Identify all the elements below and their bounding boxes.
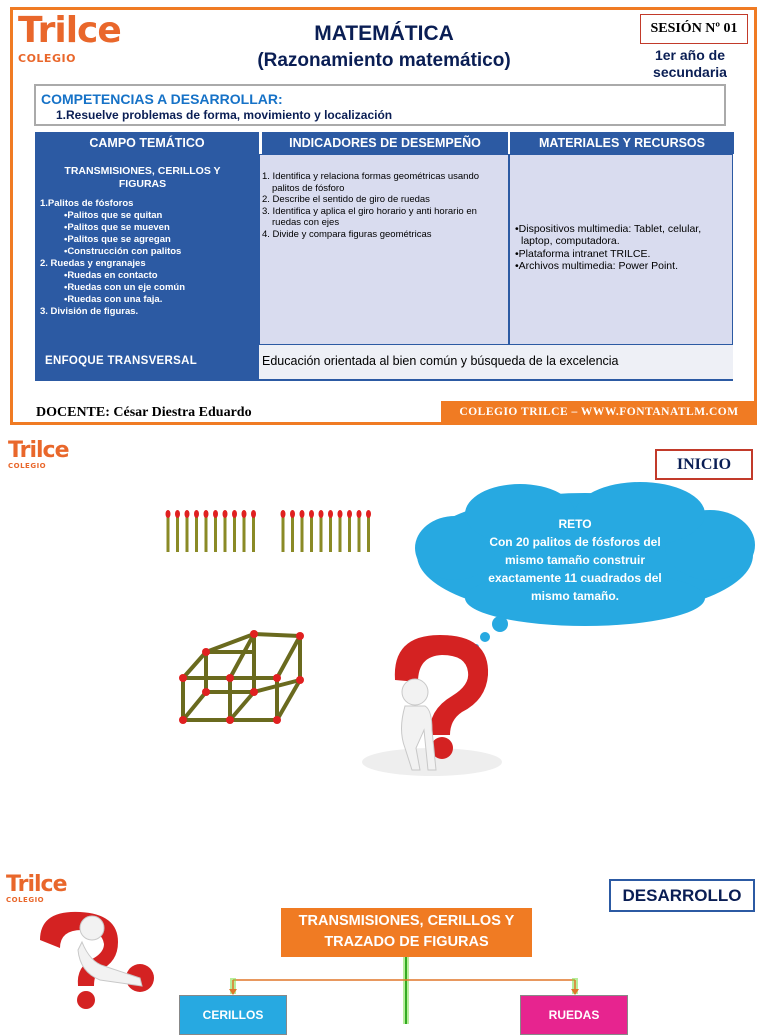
trilce-logo: Trilce COLEGIO — [8, 438, 69, 470]
matchstick-head — [338, 510, 343, 518]
matchstick-head — [290, 510, 295, 518]
matchstick-head — [281, 510, 286, 518]
trilce-logo: Trilce COLEGIO — [6, 872, 67, 904]
matchstick-head — [204, 510, 209, 518]
matchstick-head — [242, 510, 247, 518]
list-item: •Palitos que se agregan — [64, 234, 171, 245]
footer-bar: COLEGIO TRILCE – WWW.FONTANATLM.COM — [441, 401, 757, 424]
list-item: 2. Describe el sentido de giro de ruedas — [262, 194, 430, 206]
list-item: •Plataforma intranet TRILCE. — [515, 247, 651, 260]
table-bottom-rule — [35, 379, 733, 381]
matchstick-head — [223, 510, 228, 518]
matchstick-head — [309, 510, 314, 518]
matchstick-head — [251, 510, 256, 518]
indicadores-list — [262, 171, 506, 241]
matchstick-head — [185, 510, 190, 518]
list-item: 1. Identifica y relaciona formas geométricas usando — [262, 171, 480, 182]
matchstick-head — [328, 510, 333, 518]
matchstick-head — [347, 510, 352, 518]
list-item: •Construcción con palitos — [64, 246, 182, 257]
trilce-logo: Trilce COLEGIO — [18, 10, 121, 65]
list-item: 4. Divide y compara figuras geométricas — [262, 228, 432, 240]
list-item: palitos de fósforo — [272, 182, 345, 194]
matchstick-head — [232, 510, 237, 518]
matchstick-head — [357, 510, 362, 518]
campo-list — [40, 198, 255, 318]
list-item: 1.Palitos de fósforos — [40, 198, 134, 209]
matchstick-head — [300, 510, 305, 518]
docente-label: DOCENTE: César Diestra Eduardo — [36, 405, 252, 420]
list-item: •Palitos que se mueven — [64, 222, 170, 233]
competencias-title: COMPETENCIAS A DESARROLLAR: — [41, 91, 283, 107]
inicio-label: INICIO — [655, 449, 753, 480]
list-item: •Dispositivos multimedia: Tablet, celular, — [515, 223, 702, 235]
matchstick-head — [175, 510, 180, 518]
list-item: •Ruedas en contacto — [64, 270, 158, 281]
matchstick-head — [366, 510, 371, 518]
enfoque-text: Educación orientada al bien común y búsqueda de la excelencia — [259, 345, 733, 379]
materiales-list — [515, 223, 730, 272]
list-item: 2. Ruedas y engranajes — [40, 258, 146, 269]
matchstick-icon — [166, 510, 372, 552]
header-materiales: MATERIALES Y RECURSOS — [509, 132, 734, 154]
list-item: •Ruedas con un eje común — [64, 282, 186, 293]
list-item: •Ruedas con una faja. — [64, 294, 163, 305]
desarrollo-label: DESARROLLO — [609, 879, 755, 912]
matchstick-head — [213, 510, 218, 518]
inicio-illustration — [0, 430, 768, 810]
list-item: •Archivos multimedia: Power Point. — [515, 259, 678, 272]
slide1-subtitle: (Razonamiento matemático) — [257, 50, 511, 71]
reto-text: RETO Con 20 palitos de fósforos del mismo tamaño construir exactamente 11 cuadrados del mismo tamaño. — [488, 517, 662, 603]
header-campo: CAMPO TEMÁTICO — [35, 132, 259, 154]
ruedas-box: RUEDAS — [520, 995, 628, 1035]
list-item: ruedas con ejes — [272, 217, 340, 229]
cerillos-box: CERILLOS — [179, 995, 287, 1035]
campo-title: TRANSMISIONES, CERILLOS Y FIGURAS — [64, 165, 221, 190]
matchstick-head — [166, 510, 171, 518]
header-indicadores: INDICADORES DE DESEMPEÑO — [261, 132, 508, 154]
matchstick-head — [319, 510, 324, 518]
list-item: •Palitos que se quitan — [64, 210, 163, 221]
grade-label: 1er año de secundaria — [653, 47, 727, 80]
list-item: 3. Identifica y aplica el giro horario y anti horario en — [262, 205, 477, 217]
transmisiones-box: TRANSMISIONES, CERILLOS Y TRAZADO DE FIGURAS — [281, 908, 532, 957]
enfoque-label: ENFOQUE TRANSVERSAL — [35, 345, 259, 379]
match-cube-figure — [183, 634, 300, 720]
list-item: 3. División de figuras. — [40, 306, 139, 317]
slide1-title: MATEMÁTICA — [314, 22, 454, 45]
competencias-item: 1.Resuelve problemas de forma, movimiento y localización — [56, 108, 393, 122]
matchstick-head — [194, 510, 199, 518]
session-badge: SESIÓN Nº 01 — [640, 14, 748, 44]
list-item: laptop, computadora. — [521, 235, 620, 248]
